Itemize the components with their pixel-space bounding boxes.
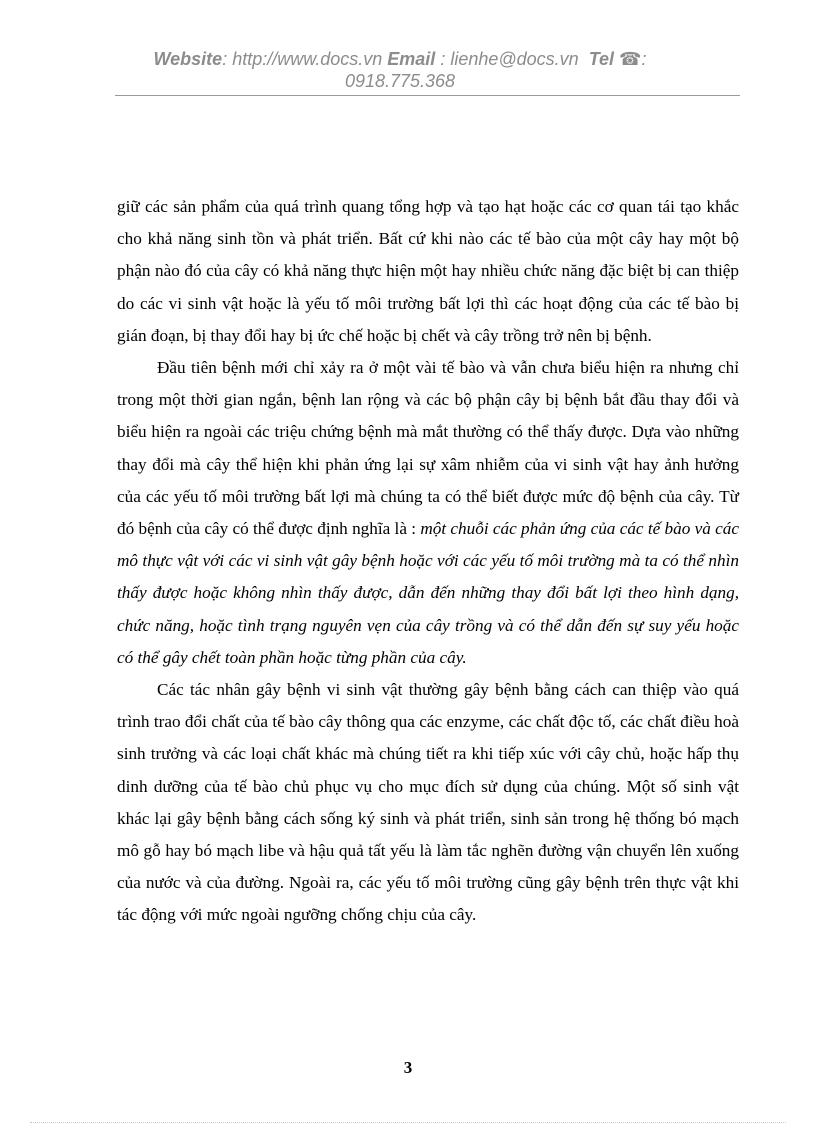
tel-label: Tel bbox=[588, 49, 615, 69]
email-value: : lienhe@docs.vn bbox=[435, 49, 579, 69]
paragraph-2-text: Đầu tiên bệnh mới chỉ xảy ra ở một vài tế bào và vẫn chưa biểu hiện ra nhưng chỉ trong một thời gian ngắn, bệnh lan rộng và các bộ phận cây bị bệnh bắt đầu thay đổi và biểu hiện ra ngoài các triệu chứng bệnh mà mắt thường có thể thấy được. Dựa vào những thay đổi mà cây thể hiện khi phản ứng lại sự xâm nhiễm của vi sinh vật hay ảnh hưởng của các yếu tố môi trường bất lợi mà chúng ta có thể biết được mức độ bệnh của cây. Từ đó bệnh của cây có thể được định nghĩa là : bbox=[117, 358, 739, 539]
disease-definition: một chuỗi các phản ứng của các tế bào và các mô thực vật với các vi sinh vật gây bệnh hoặc với các yếu tố môi trường mà ta có thể nhìn thấy được hoặc không nhìn thấy được, dẫn đến những thay đổi bất lợi theo hình dạng, chức năng, hoặc tình trạng nguyên vẹn của cây trồng và có thể dẫn đến sự suy yếu hoặc có thể gây chết toàn phần hoặc từng phần của cây. bbox=[117, 519, 739, 667]
email-label: Email bbox=[387, 49, 436, 69]
paragraph-3: Các tác nhân gây bệnh vi sinh vật thường gây bệnh bằng cách can thiệp vào quá trình trao đổi chất của tế bào cây thông qua các enzyme, các chất độc tố, các chất điều hoà sinh trưởng và các loại chất khác mà chúng tiết ra khi tiếp xúc với cây chủ, hoặc hấp thụ dinh dưỡng của tế bào chủ phục vụ cho mục đích sử dụng của chúng. Một số sinh vật khác lại gây bệnh bằng cách sống ký sinh và phát triển, sinh sản trong hệ thống bó mạch mô gỗ hay bó mạch libe và hậu quả tất yếu là làm tắc nghẽn đường vận chuyển lên xuống của nước và của đường. Ngoài ra, các yếu tố môi trường cũng gây bệnh trên thực vật khi tác động với mức ngoài ngưỡng chống chịu của cây. bbox=[117, 680, 739, 925]
paragraph-2 bbox=[117, 352, 739, 674]
website-label: Website bbox=[153, 49, 223, 69]
telephone-icon: ☎ bbox=[619, 49, 642, 69]
header-rule bbox=[115, 95, 740, 96]
page-number: 3 bbox=[403, 1058, 413, 1077]
body-text bbox=[117, 191, 739, 932]
tel-value: 0918.775.368 bbox=[344, 71, 456, 91]
website-value: : http://www.docs.vn bbox=[222, 49, 383, 69]
page-header: Website: http://www.docs.vn Email : lienhe@docs.vn Tel ☎: 0918.775.368 bbox=[153, 49, 647, 91]
paragraph-1: giữ các sản phẩm của quá trình quang tổng hợp và tạo hạt hoặc các cơ quan tái tạo khắc cho khả năng sinh tồn và phát triển. Bất cứ khi nào các tế bào của một cây hay một bộ phận nào đó của cây có khả năng thực hiện một hay nhiều chức năng đặc biệt bị can thiệp do các vi sinh vật hoặc là yếu tố môi trường bất lợi thì các hoạt động của các tế bào bị gián đoạn, bị thay đổi hay bị ức chế hoặc bị chết và cây trồng trở nên bị bệnh. bbox=[117, 197, 739, 345]
